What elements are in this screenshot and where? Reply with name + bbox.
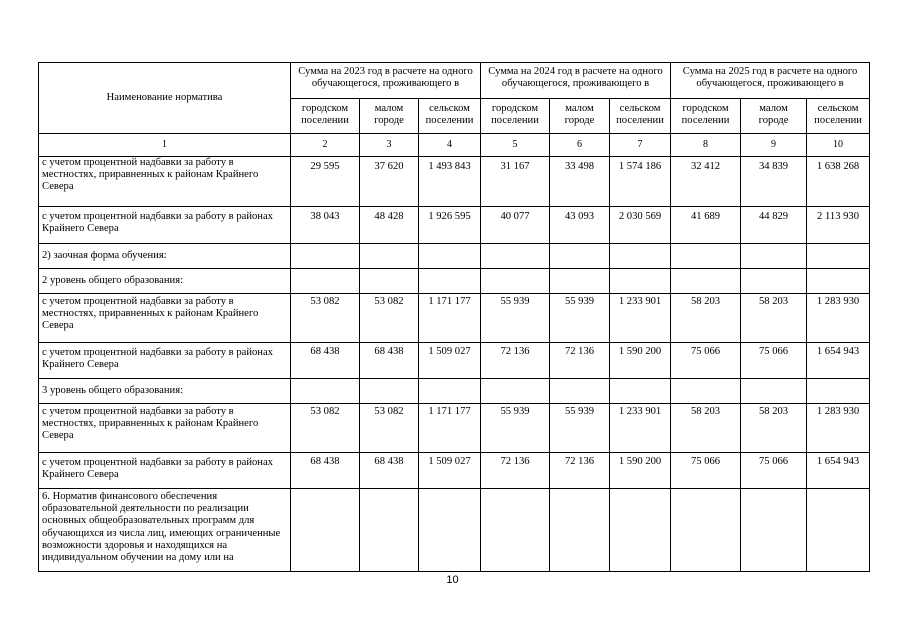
header-sub-line: городском	[301, 103, 349, 114]
value-2025-urban-settlement: 75 066	[671, 453, 741, 489]
value-2024-rural-settlement	[610, 269, 671, 294]
value-2025-small-town	[741, 489, 807, 572]
value-2025-urban-settlement: 75 066	[671, 343, 741, 379]
value-2024-small-town: 33 498	[550, 157, 610, 207]
norm-name-line: 3 уровень общего образования:	[42, 385, 184, 396]
value-2023-small-town	[360, 489, 419, 572]
value-2024-rural-settlement: 1 590 200	[610, 343, 671, 379]
value-2025-urban-settlement: 58 203	[671, 404, 741, 453]
norm-name-line: Севера	[42, 320, 74, 332]
norm-name-cell	[39, 294, 291, 343]
table-row	[39, 244, 870, 269]
norm-name-line: Крайнего Севера	[42, 359, 119, 371]
value-2023-rural-settlement	[419, 269, 481, 294]
value-2023-small-town: 53 082	[360, 294, 419, 343]
table-row	[39, 207, 870, 244]
norm-name-cell	[39, 157, 291, 207]
value-2024-urban-settlement	[481, 244, 550, 269]
value-2025-rural-settlement: 1 654 943	[807, 453, 870, 489]
column-number: 8	[671, 134, 741, 157]
value-2024-small-town: 72 136	[550, 453, 610, 489]
value-2024-urban-settlement: 72 136	[481, 343, 550, 379]
norm-name-line: обучающихся из числа лиц, имеющих ограниченные	[42, 527, 281, 539]
table-header	[39, 63, 870, 157]
value-2025-urban-settlement: 41 689	[671, 207, 741, 244]
header-2024-small-town	[550, 99, 610, 134]
value-2025-rural-settlement: 2 113 930	[807, 207, 870, 244]
norm-name-line: с учетом процентной надбавки за работу в районах	[42, 457, 273, 468]
value-2024-small-town: 55 939	[550, 404, 610, 453]
header-sub-line: сельском	[817, 103, 859, 114]
header-norm-name: Наименование норматива	[39, 63, 291, 134]
norm-name-cell	[39, 207, 291, 244]
value-2024-urban-settlement: 40 077	[481, 207, 550, 244]
value-2023-small-town: 68 438	[360, 453, 419, 489]
value-2023-small-town: 48 428	[360, 207, 419, 244]
norm-name-line: местностях, приравненных к районам Крайнего	[42, 308, 259, 320]
value-2024-urban-settlement: 55 939	[481, 294, 550, 343]
header-2023-rural-settlement	[419, 99, 481, 134]
header-year-line: обучающегося, проживающего в	[501, 78, 650, 90]
header-2024-rural-settlement	[610, 99, 671, 134]
value-2024-rural-settlement: 1 233 901	[610, 404, 671, 453]
norm-name-line: Севера	[42, 181, 74, 193]
value-2025-urban-settlement	[671, 379, 741, 404]
header-2024-urban-settlement	[481, 99, 550, 134]
norm-name-line: основных общеобразовательных программ для	[42, 515, 255, 527]
value-2023-rural-settlement: 1 171 177	[419, 404, 481, 453]
value-2025-rural-settlement: 1 283 930	[807, 294, 870, 343]
column-number: 6	[550, 134, 610, 157]
header-2023-urban-settlement	[291, 99, 360, 134]
value-2025-rural-settlement	[807, 379, 870, 404]
value-2024-small-town	[550, 489, 610, 572]
header-sub-line: поселении	[491, 115, 539, 127]
value-2024-rural-settlement: 2 030 569	[610, 207, 671, 244]
value-2024-rural-settlement	[610, 489, 671, 572]
table-row	[39, 404, 870, 453]
table-row	[39, 294, 870, 343]
value-2025-urban-settlement	[671, 269, 741, 294]
value-2025-small-town: 58 203	[741, 294, 807, 343]
value-2023-urban-settlement	[291, 379, 360, 404]
value-2025-small-town: 44 829	[741, 207, 807, 244]
table-row	[39, 453, 870, 489]
norm-name-line: образовательной деятельности по реализации	[42, 503, 249, 515]
value-2023-urban-settlement	[291, 489, 360, 572]
value-2025-urban-settlement	[671, 489, 741, 572]
norm-name-cell	[39, 404, 291, 453]
table-row	[39, 379, 870, 404]
norm-name-line: местностях, приравненных к районам Крайнего	[42, 418, 259, 430]
value-2023-rural-settlement	[419, 244, 481, 269]
value-2023-urban-settlement: 38 043	[291, 207, 360, 244]
header-year-line: обучающегося, проживающего в	[696, 78, 844, 90]
norm-name-line: местностях, приравненных к районам Крайнего	[42, 169, 259, 181]
norm-name-cell	[39, 453, 291, 489]
column-number: 2	[291, 134, 360, 157]
value-2023-urban-settlement: 53 082	[291, 404, 360, 453]
value-2024-rural-settlement: 1 574 186	[610, 157, 671, 207]
value-2023-rural-settlement: 1 926 595	[419, 207, 481, 244]
header-2025-small-town	[741, 99, 807, 134]
value-2024-urban-settlement	[481, 379, 550, 404]
norm-name-line: Крайнего Севера	[42, 223, 119, 235]
header-sub-line: поселении	[425, 115, 474, 127]
value-2025-urban-settlement: 58 203	[671, 294, 741, 343]
value-2023-urban-settlement	[291, 244, 360, 269]
value-2025-small-town: 75 066	[741, 453, 807, 489]
value-2025-small-town	[741, 244, 807, 269]
value-2023-rural-settlement	[419, 489, 481, 572]
value-2025-rural-settlement: 1 638 268	[807, 157, 870, 207]
header-2025-urban-settlement	[671, 99, 741, 134]
value-2025-small-town: 75 066	[741, 343, 807, 379]
table-body	[39, 157, 870, 572]
value-2025-urban-settlement: 32 412	[671, 157, 741, 207]
header-row-years	[39, 63, 870, 99]
header-sub-line: малом	[565, 103, 594, 114]
column-number: 3	[360, 134, 419, 157]
header-sub-line: городском	[491, 103, 539, 114]
header-sub-line: городе	[758, 115, 789, 127]
table-row	[39, 157, 870, 207]
header-sub-line: сельском	[429, 103, 470, 114]
norm-name-cell	[39, 269, 291, 294]
value-2023-small-town	[360, 379, 419, 404]
norm-name-cell	[39, 379, 291, 404]
column-number: 7	[610, 134, 671, 157]
norm-name-line: 2) заочная форма обучения:	[42, 250, 167, 261]
value-2023-small-town: 68 438	[360, 343, 419, 379]
value-2025-rural-settlement: 1 283 930	[807, 404, 870, 453]
norm-name-line: индивидуальном обучении на дому или на	[42, 552, 234, 564]
normative-table	[38, 62, 870, 572]
column-number: 5	[481, 134, 550, 157]
value-2023-small-town: 53 082	[360, 404, 419, 453]
header-2025-rural-settlement	[807, 99, 870, 134]
page-number: 10	[446, 574, 459, 586]
value-2024-urban-settlement	[481, 489, 550, 572]
norm-name-line: 2 уровень общего образования:	[42, 275, 184, 286]
norm-name-cell	[39, 343, 291, 379]
value-2023-urban-settlement: 68 438	[291, 343, 360, 379]
table-row	[39, 489, 870, 572]
norm-name-line: с учетом процентной надбавки за работу в	[42, 296, 234, 307]
value-2023-rural-settlement: 1 509 027	[419, 343, 481, 379]
norm-name-line: с учетом процентной надбавки за работу в	[42, 157, 234, 168]
value-2023-rural-settlement: 1 171 177	[419, 294, 481, 343]
norm-name-line: возможности здоровья и находящихся на	[42, 539, 228, 551]
header-year-line: Сумма на 2025 год в расчете на одного	[682, 66, 858, 77]
value-2023-urban-settlement: 68 438	[291, 453, 360, 489]
value-2025-rural-settlement: 1 654 943	[807, 343, 870, 379]
norm-name-line: 6. Норматив финансового обеспечения	[42, 491, 218, 502]
value-2023-urban-settlement: 29 595	[291, 157, 360, 207]
norm-name-cell	[39, 244, 291, 269]
norm-name-cell	[39, 489, 291, 572]
header-year-line: Сумма на 2024 год в расчете на одного	[488, 66, 663, 77]
header-sub-line: поселении	[616, 115, 664, 127]
column-number: 10	[807, 134, 870, 157]
value-2025-small-town: 58 203	[741, 404, 807, 453]
value-2024-rural-settlement: 1 233 901	[610, 294, 671, 343]
value-2024-urban-settlement	[481, 269, 550, 294]
value-2025-rural-settlement	[807, 489, 870, 572]
value-2024-small-town	[550, 244, 610, 269]
header-sub-line: поселении	[681, 115, 730, 127]
value-2023-urban-settlement	[291, 269, 360, 294]
value-2023-rural-settlement	[419, 379, 481, 404]
value-2024-small-town	[550, 269, 610, 294]
header-year-2023	[291, 63, 481, 99]
value-2025-small-town: 34 839	[741, 157, 807, 207]
norm-name-line: с учетом процентной надбавки за работу в	[42, 406, 234, 417]
value-2024-rural-settlement	[610, 379, 671, 404]
column-number: 1	[39, 134, 291, 157]
header-year-line: Сумма на 2023 год в расчете на одного	[298, 66, 473, 77]
value-2024-urban-settlement: 55 939	[481, 404, 550, 453]
header-sub-line: городе	[374, 115, 404, 127]
header-sub-line: малом	[759, 103, 788, 114]
table-row	[39, 343, 870, 379]
norm-name-line: Севера	[42, 430, 74, 442]
value-2023-small-town	[360, 244, 419, 269]
value-2024-rural-settlement: 1 590 200	[610, 453, 671, 489]
column-number: 9	[741, 134, 807, 157]
value-2024-small-town: 72 136	[550, 343, 610, 379]
header-sub-line: сельском	[619, 103, 661, 114]
value-2024-small-town: 55 939	[550, 294, 610, 343]
header-year-line: обучающегося, проживающего в	[311, 78, 460, 90]
value-2023-rural-settlement: 1 509 027	[419, 453, 481, 489]
value-2025-rural-settlement	[807, 244, 870, 269]
value-2023-small-town: 37 620	[360, 157, 419, 207]
header-sub-line: поселении	[301, 115, 349, 127]
value-2023-urban-settlement: 53 082	[291, 294, 360, 343]
value-2023-small-town	[360, 269, 419, 294]
value-2024-urban-settlement: 31 167	[481, 157, 550, 207]
table-row	[39, 269, 870, 294]
norm-name-line: с учетом процентной надбавки за работу в районах	[42, 347, 273, 358]
value-2024-urban-settlement: 72 136	[481, 453, 550, 489]
header-sub-line: поселении	[814, 115, 862, 127]
header-row-column-numbers	[39, 134, 870, 157]
value-2024-small-town	[550, 379, 610, 404]
norm-name-line: Крайнего Севера	[42, 469, 119, 481]
value-2025-rural-settlement	[807, 269, 870, 294]
header-2023-small-town	[360, 99, 419, 134]
value-2025-small-town	[741, 269, 807, 294]
header-sub-line: городском	[682, 103, 729, 114]
header-sub-line: городе	[564, 115, 595, 127]
value-2025-small-town	[741, 379, 807, 404]
value-2024-rural-settlement	[610, 244, 671, 269]
value-2024-small-town: 43 093	[550, 207, 610, 244]
norm-name-line: с учетом процентной надбавки за работу в районах	[42, 211, 273, 222]
column-number: 4	[419, 134, 481, 157]
header-sub-line: малом	[374, 103, 404, 114]
header-year-2025	[671, 63, 870, 99]
value-2023-rural-settlement: 1 493 843	[419, 157, 481, 207]
header-year-2024	[481, 63, 671, 99]
value-2025-urban-settlement	[671, 244, 741, 269]
